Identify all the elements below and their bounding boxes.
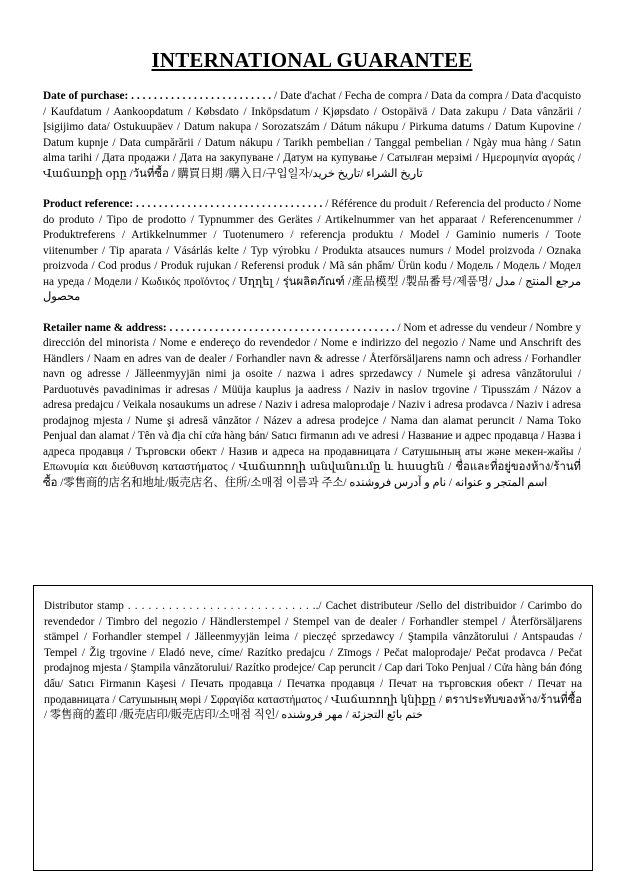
purchase-date-translations: / Date d'achat / Fecha de compra / Data da compra / Data d'acquisto / Kaufdatum / Aankoopdatum / Købsdato / Inköpsdatum / Kjøpsdato / Ostopäivä / Data zakupu / Data vânzării / Įsigijimo data/ Ostukuupäev / Datum nakupa / Sorozatszám / Dátum nákupu / Pirkuma datums / Datum Kupovine / Datum kupnje / Data cumpărării / Datum nákupu / Tarikh pembelian / Tanggal pembelian / Ngày mua hàng / Satın alma tarihi / Дата продажи / Дата на закупуване / Датум на купување / Сатылған мерзімі / Ημερομηνία αγοράς /Վաճառքի օրը /วันที่ซื้อ / 購買日期 /購入日/구입일자/تاريخ الشراء /تاريخ خريد — [43, 90, 581, 180]
distributor-stamp-box — [33, 585, 593, 871]
distributor-stamp-translations: ./ Cachet distributeur /Sello del distribuidor / Carimbo do revendedor / Timbro del negozio / Händlerstempel / Stempel van de dealer / Forhandler stempel / Återförsäljarens stämpel / Forhandler stempel / Jälleenmyyjän leima / pieczęć sprzedawcy / Ştampila vânzătorului / Antspaudas / Tempel / Žig trgovine / Eladó neve, címe/ Razítko predajcu / Zīmogs / Pečat maloprodaje/ Pečat prodavca / Pečat prodajnog mjesta / Ştampila vânzătorului/ Razítko prodejce/ Cap peruncit / Cap dari Toko Penjual / Cửa hàng bán đóng dấu/ Satıcı Firmanın Kaşesi / Печать продавца / Печатка продавця / Печат на търговския обект / Печат на продавницата / Сатушының мөрі / Σφραγίδα καταστήματος / Վաճառողի կնիքը / ตราประทับของห้าง/ร้านที่ซื้อ / 零售商的蓋印 /販売店印/販売店印/소매점 직인/ ختم بائع التجزئة / مهر فروشنده — [44, 600, 582, 722]
distributor-stamp-label: Distributor stamp . . . . . . . . . . . . . . . . . . . . . . . . . . . . — [44, 600, 316, 612]
distributor-stamp-section — [44, 599, 582, 724]
page-title: INTERNATIONAL GUARANTEE — [151, 48, 473, 72]
retailer-label: Retailer name & address: . . . . . . . . . . . . . . . . . . . . . . . . . . . . . . . . . . . . . . . . — [43, 321, 395, 334]
retailer-translations: / Nom et adresse du vendeur / Nombre y dirección del minorista / Nome e endereço do revendedor / Nome e indirizzo del negozio / Name und Anschrift des Händlers / Naam en adres van de dealer / Forhandler navn & adresse / Återförsäljarens namn och adress / Forhandler navn og adresse / Jälleenmyyjän nimi ja osoite / nazwa i adres sprzedawcy / Numele şi adresa vânzătorului / Parduotuvės pavadinimas ir adresas / Müüja kauplus ja aadress / Naziv in naslov trgovine / Tipusszám / Názov a adresa predajcu / Veikala nosaukums un adrese / Naziv i adresa maloprodaje / Naziv i adresa prodavca / Naziv i adresa prodajnog mjesta / Nume şi adresă vânzător / Název a adresa prodejce / Nama dan alamat peruncit / Nama Toko Penjual dan alamat / Tên và địa chỉ cửa hàng bán/ Satıcı firmanın adı ve adresi / Название и адрес продавца / Назва і адреса продавця / Търговски обект / Назив и адреса на продавницата / Сатушының аты және мекен-жайы / Επωνυμία και διεύθυνση καταστήματος / Վաճառողի անվանումը և հասցեն / ชื่อและที่อยู่ของห้าง/ร้านที่ซื้อ /零售商的店名和地址/販売店名、住所/소매점 이름과 주소/ اسم المتجر و عنوانه / نام و آدرس فروشنده — [43, 321, 581, 489]
purchase-date-section — [43, 89, 581, 182]
product-reference-label: Product reference: . . . . . . . . . . . . . . . . . . . . . . . . . . . . . . . . . — [43, 198, 323, 210]
product-reference-section — [43, 197, 581, 306]
purchase-date-label: Date of purchase: . . . . . . . . . . . . . . . . . . . . . . . . . — [43, 90, 272, 102]
guarantee-page — [43, 48, 581, 491]
retailer-section — [43, 321, 581, 492]
product-reference-translations: / Référence du produit / Referencia del producto / Nome do produto / Tipo de prodotto / Typnummer des Gerätes / Artikelnummer van het apparaat / Referencenummer / Produktreferens / Artikkelnummer / Tuotenumero / referencja produktu / Model / Gaminio numeris / Toote viitenumber / Tip aparata / Vásárlás kelte / Typ výrobku / Produkta atsauces numurs / Model proizvoda / Oznaka proizvoda / Cod produs / Produk rujukan / Referensi produk / Mã sản phẩm/ Ürün kodu / Модель / Модель / Модел на уреда / Модели / Κωδικός προϊόντος / Սղղել / รุ่นผลิตภัณฑ์ /產品模型 /製品番号/제품명/ مرجع المنتج / مدل محصول — [43, 198, 581, 303]
